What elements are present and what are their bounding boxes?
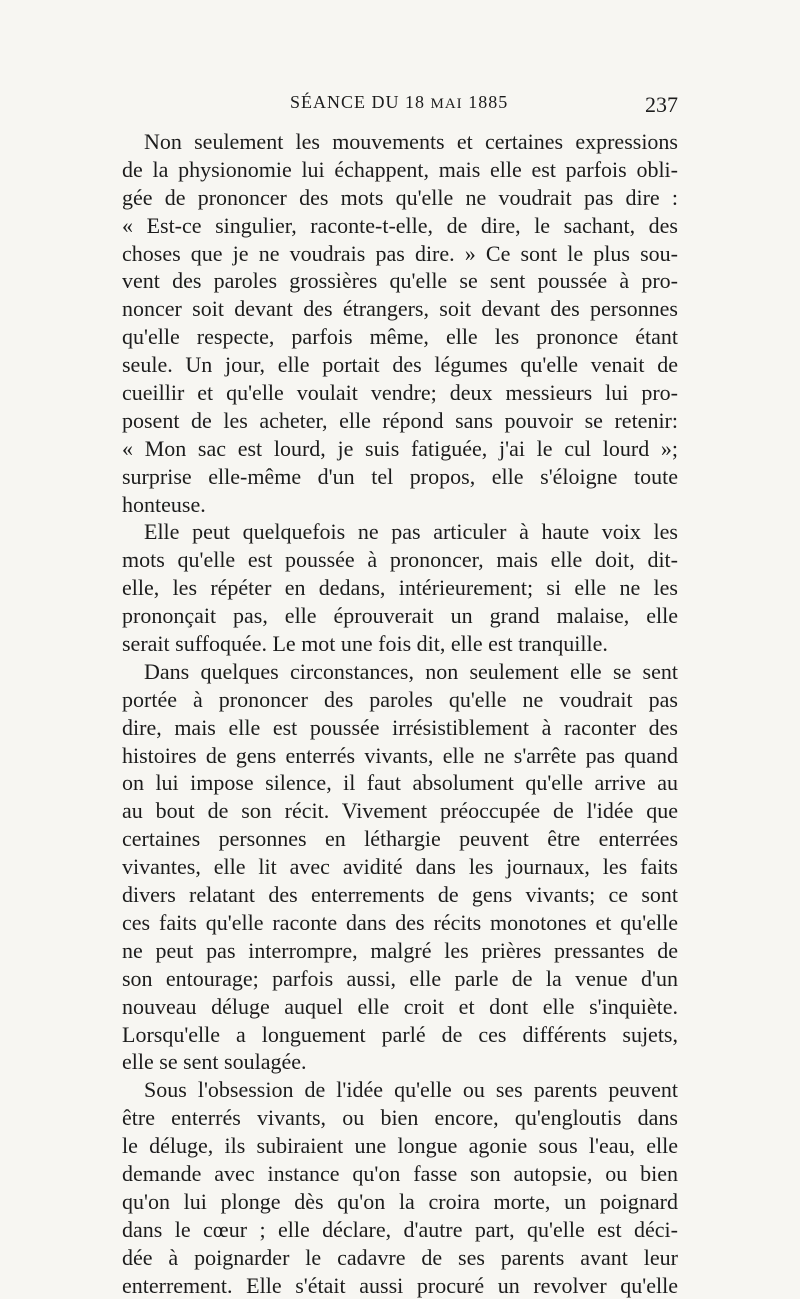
running-head-month: MAI — [430, 96, 463, 112]
text-line: mots qu'elle est poussée à prononcer, mais elle doit, dit- — [122, 547, 678, 573]
text-line: ces faits qu'elle raconte dans des récits monotones et qu'elle — [122, 909, 678, 935]
text-line: « Mon sac est lourd, je suis fatiguée, j'ai le cul lourd »; — [122, 435, 678, 461]
text-line: histoires de gens enterrés vivants, elle ne s'arrête pas quand — [122, 742, 678, 768]
text-line: demande avec instance qu'on fasse son autopsie, ou bien — [122, 1160, 678, 1186]
text-line: dire, mais elle est poussée irrésistiblement à raconter des — [122, 714, 678, 740]
text-line: dans le cœur ; elle déclare, d'autre part, qu'elle est déci- — [122, 1216, 678, 1242]
page-header — [122, 92, 678, 122]
text-line: seule. Un jour, elle portait des légumes qu'elle venait de — [122, 352, 678, 378]
text-line: son entourage; parfois aussi, elle parle de la venue d'un — [122, 965, 678, 991]
text-line: dée à poignarder le cadavre de ses parents avant leur — [122, 1244, 678, 1270]
text-line: portée à prononcer des paroles qu'elle ne voudrait pas — [122, 686, 678, 712]
text-line: serait suffoquée. Le mot une fois dit, elle est tranquille. — [122, 631, 608, 657]
text-line: « Est-ce singulier, raconte-t-elle, de dire, le sachant, des — [122, 212, 678, 238]
text-line: honteuse. — [122, 491, 206, 517]
text-line: vent des paroles grossières qu'elle se sent poussée à pro- — [122, 268, 678, 294]
text-line: nouveau déluge auquel elle croit et dont elle s'inquiète. — [122, 993, 678, 1019]
text-line: noncer soit devant des étrangers, soit devant des personnes — [122, 296, 678, 322]
text-line: Sous l'obsession de l'idée qu'elle ou ses parents peuvent — [144, 1077, 678, 1103]
body-text — [122, 128, 678, 1299]
text-line: qu'on lui plonge dès qu'on la croira morte, un poignard — [122, 1188, 678, 1214]
text-line: on lui impose silence, il faut absolument qu'elle arrive au — [122, 770, 678, 796]
text-line: Elle peut quelquefois ne pas articuler à haute voix les — [144, 519, 678, 545]
running-head-date: SÉANCE DU 18 — [290, 92, 426, 112]
running-head — [290, 92, 508, 113]
text-line: gée de prononcer des mots qu'elle ne voudrait pas dire : — [122, 184, 678, 210]
text-line: de la physionomie lui échappent, mais elle est parfois obli- — [122, 156, 678, 182]
text-line: au bout de son récit. Vivement préoccupée de l'idée que — [122, 798, 678, 824]
text-line: Non seulement les mouvements et certaines expressions — [144, 129, 678, 154]
text-line: prononçait pas, elle éprouverait un grand malaise, elle — [122, 603, 678, 629]
text-line: divers relatant des enterrements de gens vivants; ce sont — [122, 882, 678, 908]
text-line: cueillir et qu'elle voulait vendre; deux messieurs lui pro- — [122, 380, 678, 406]
text-line: le déluge, ils subiraient une longue agonie sous l'eau, elle — [122, 1133, 678, 1159]
text-line: Dans quelques circonstances, non seulement elle se sent — [144, 658, 678, 684]
text-line: qu'elle respecte, parfois même, elle les prononce étant — [122, 324, 678, 350]
text-line: elle se sent soulagée. — [122, 1049, 307, 1075]
text-line: vivantes, elle lit avec avidité dans les journaux, les faits — [122, 854, 678, 880]
text-line: Lorsqu'elle a longuement parlé de ces différents sujets, — [122, 1021, 678, 1047]
text-line: certaines personnes en léthargie peuvent être enterrées — [122, 826, 678, 852]
text-line: être enterrés vivants, ou bien encore, qu'engloutis dans — [122, 1105, 678, 1131]
text-line: elle, les répéter en dedans, intérieurement; si elle ne les — [122, 575, 678, 601]
text-line: choses que je ne voudrais pas dire. » Ce sont le plus sou- — [122, 240, 678, 266]
text-line: surprise elle-même d'un tel propos, elle s'éloigne toute — [122, 463, 678, 489]
text-line: enterrement. Elle s'était aussi procuré un revolver qu'elle — [122, 1272, 678, 1298]
text-line: ne peut pas interrompre, malgré les prières pressantes de — [122, 937, 678, 963]
page-number: 237 — [645, 92, 678, 117]
running-head-year: 1885 — [468, 92, 509, 112]
text-line: posent de les acheter, elle répond sans pouvoir se retenir: — [122, 407, 678, 433]
